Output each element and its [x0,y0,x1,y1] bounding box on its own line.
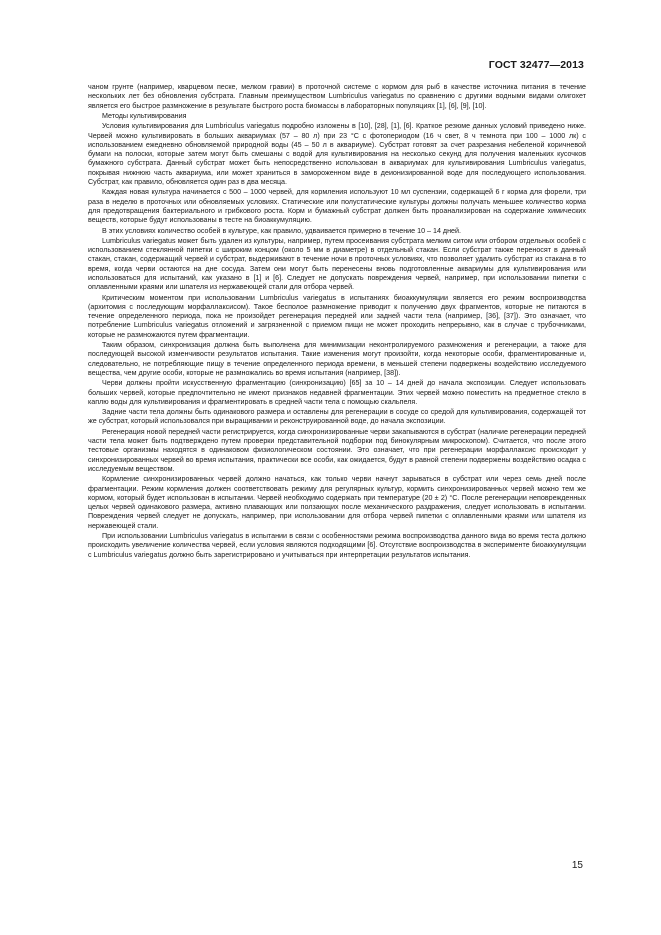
paragraph: Lumbriculus variegatus может быть удален из культуры, например, путем просеивания субстрата мелким ситом или отбором отдельных особей с использованием стеклянной пипетки с широким концом (около 5 мм в диаметре) в отдельный стакан. Если субстрат также переносят в данный стакан, стакан, содержащий червей и субстрат, выдерживают в течение ночи в проточных условиях, что позволяет удалить субстрат из стакана в то время, когда черви остаются на дне сосуда. Затем они могут быть перенесены вновь подготовленные аквариумы для культивирования или использоваться для испытаний, как указано в [1] и [6]. Следует не допускать повреждения червей, например, при использовании пипетки с оплавленными краями или шпателя из нержавеющей стали для отбора червей. [88,236,586,292]
paragraph: Регенерация новой передней части регистрируется, когда синхронизированные черви закапываются в субстрат (наличие регенерации передней части тела может быть подтверждено путем проверки представительной подборки под бинокулярным микроскопом). Считается, что после этого тестовые организмы находятся в одинаковом физиологическом состоянии. Это означает, что при регенерации морфаллаксис происходит у синхронизированных червей во время испытания, практически все особи, как ожидается, будут в равной степени подвержены воздействию осадка с исследуемым веществом. [88,427,586,473]
paragraph: В этих условиях количество особей в культуре, как правило, удваивается примерно в течение 10 – 14 дней. [102,226,461,235]
paragraph: Кормление синхронизированных червей должно начаться, как только черви начнут зарываться в субстрат или через семь дней после фрагментации. Режим кормления должен соответствовать режиму для регулярных культур, кормить синхронизированных червей можно тем же кормом, который будет использован в испытании. Червей необходимо содержать при температуре (20 ± 2) °С. После регенерации неповрежденных целых червей одинакового размера, активно плавающих или ползающих после механического раздражения, следует использовать в испытании. Повреждения червей следует не допускать, например, при использовании для отбора червей пипетки с оплавленными краями или шпателя из нержавеющей стали. [88,475,586,530]
document-body [88,83,586,561]
paragraph: Черви должны пройти искусственную фрагментацию (синхронизацию) [65] за 10 – 14 дней до начала экспозиции. Следует использовать больших червей, которые предпочтительно не имеют признаков недавней фрагментации. Этих червей можно поместить на предметное стекло в каплю воды для культивирования и фрагментировать в средней части тела с помощью скальпеля. [88,379,586,406]
section-heading: Методы культивирования [102,111,187,120]
paragraph: Критическим моментом при использовании Lumbriculus variegatus в испытаниях биоаккумуляции является его режим воспроизводства (архитомия с последующим морфаллаксисом). Такое бесполое размножение приводит к получению двух фрагментов, которые не питаются в течение определенного периода, пока не произойдет регенерация передней или задней части тела (например, [36], [37]). Это означает, что потребление Lumbriculus variegatus отложений и загрязненной с приемом пищи не может проходить непрерывно, как в случае с трубочниками, которые не размножаются путем фрагментации. [88,293,586,339]
paragraph: Задние части тела должны быть одинакового размера и оставлены для регенерации в сосуде со средой для культивирования, содержащей тот же субстрат, который использовался при выращивании и реконструированной воде, до начала экспозиции. [88,408,586,426]
page-number: 15 [571,860,583,871]
page-header-standard: ГОСТ 32477—2013 [488,59,584,71]
paragraph: Таким образом, синхронизация должна быть выполнена для минимизации неконтролируемого размножения и регенерации, а также для последующей высокой изменчивости результатов испытания. Такие изменения могут произойти, когда некоторые особи, фрагментированные и, следовательно, не потребляющие пищу в течение определенного периода времени, в меньшей степени подвержены воздействию исследуемого вещества, чем другие особи, которые не размножались во время испытания (например, [38]). [88,341,586,377]
paragraph: Условия культивирования для Lumbriculus variegatus подробно изложены в [10], [28], [1], [6]. Краткое резюме данных условий приведено ниже. Червей можно культивировать в больших аквариумах (57 – 80 л) при 23 °С с фотопериодом (16 ч свет, 8 ч темнота при 100 – 1000 лк) с использованием ежедневно обновляемой природной воды (45 – 50 л в аквариуме). Субстрат готовят за счет разрезания небеленой коричневой бумаги на полоски, которые затем могут быть смешаны с водой для культивирования на несколько секунд для получения маленьких кусочков бумажного субстрата. Данный субстрат может быть непосредственно использован в аквариумах для культивирования Lumbriculus variegatus, покрывая нижнюю часть аквариума, или может храниться в замороженном виде в деионизированной воде для последующего использования. Субстрат, как правило, обновляется один раз в два месяца. [88,122,586,186]
paragraph: При использовании Lumbriculus variegatus в испытании в связи с особенностями режима воспроизводства данного вида во время теста должно происходить увеличение количества червей, если условия являются подходящими [6]. Отсутствие воспроизводства в эксперименте биоаккумуляции с Lumbriculus variegatus должно быть зарегистрировано и учитываться при интерпретации результатов испытания. [88,532,586,559]
paragraph: Каждая новая культура начинается с 500 – 1000 червей, для кормления используют 10 мл суспензии, содержащей 6 г корма для форели, три раза в неделю в проточных или обновляемых условиях. Статические или полустатические культуры должны получать меньшее количество корма для предотвращения бактериального и грибкового роста. Корм и бумажный субстрат должен быть проанализирован на содержание химических веществ, которые будут использованы в тесте на биоаккумуляцию. [88,188,586,225]
paragraph: чаном грунте (например, кварцевом песке, мелком гравии) в проточной системе с кормом для рыб в качестве источника питания в течение нескольких лет без обновления субстрата. Главным преимуществом Lumbriculus variegatus по сравнению с другими водными видами олигохет является его быстрое размножение в результате быстрого роста биомассы в лабораторных популяциях [1], [6], [9], [10]. [88,83,586,110]
